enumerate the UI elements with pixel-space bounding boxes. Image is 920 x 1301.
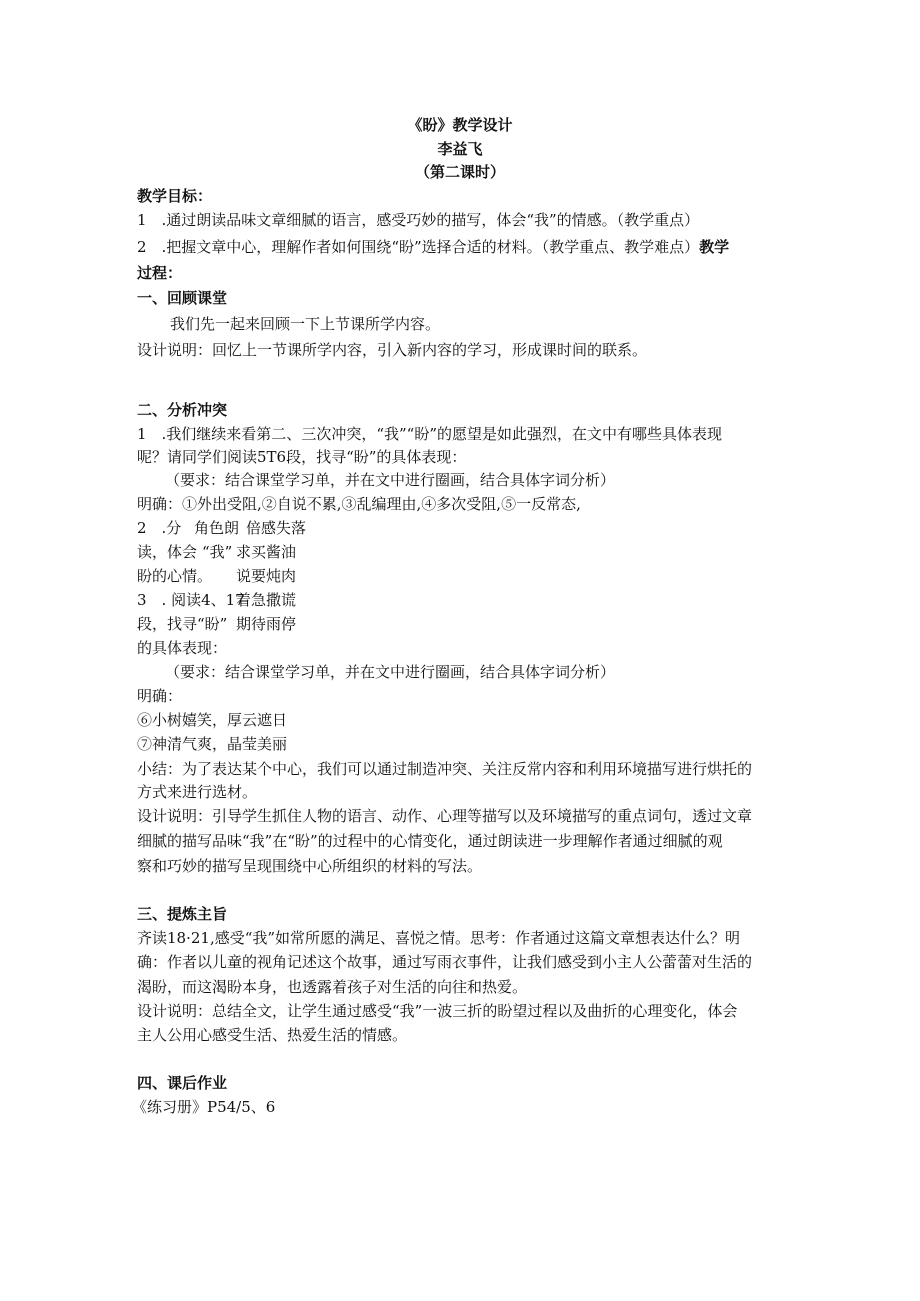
conflict-question-3-a3: 的具体表现： (137, 639, 228, 657)
conflict-question-1-line-2: 呢？请同学们阅读5T6段，找寻“盼”的具体表现： (137, 448, 467, 466)
objective-item-2: 2 .把握文章中心，理解作者如何围绕“盼”选择合适的材料。（教学重点、教学难点）教学 (137, 238, 730, 256)
conflict-requirement-2: （要求：结合课堂学习单，并在文中进行圈画，结合具体字词分析） (165, 663, 616, 681)
conflict-question-1-line-1: 1 .我们继续来看第二、三次冲突，“我”“盼”的愿望是如此强烈，在文中有哪些具体表现 (137, 425, 722, 443)
section-heading-conflict: 二、分析冲突 (137, 401, 228, 419)
conflict-question-3-a1: 3 . 阅读4、17 (137, 591, 245, 609)
conflict-question-3-c2: 期待雨停 (236, 615, 297, 633)
conflict-question-2-a3: 盼的心情。 (137, 567, 213, 585)
objective-item-1: 1 .通过朗读品味文章细腻的语言，感受巧妙的描写，体会“我”的情感。（教学重点） (137, 211, 700, 229)
conflict-question-3-a2: 段，找寻“盼” (137, 615, 228, 633)
process-label-part: 教学 (699, 238, 730, 256)
conflict-summary-line-2: 方式来进行选材。 (137, 783, 258, 801)
theme-note-line-1: 设计说明：总结全文，让学生通过感受“我”一波三折的盼望过程以及曲折的心理变化，体会 (137, 1002, 738, 1020)
section-review-text: 我们先一起来回顾一下上节课所学内容。 (170, 315, 441, 333)
conflict-answer-item-7: ⑦神清气爽，晶莹美丽 (137, 735, 288, 753)
conflict-summary-line-1: 小结：为了表达某个中心，我们可以通过制造冲突、关注反常内容和利用环境描写进行烘托的 (137, 760, 753, 778)
homework-text: 《练习册》P54/5、6 (132, 1098, 276, 1116)
section-heading-review: 一、回顾课堂 (137, 289, 228, 307)
conflict-question-2-c1: 倍感失落 (246, 519, 307, 537)
conflict-requirement-1: （要求：结合课堂学习单，并在文中进行圈画，结合具体字词分析） (165, 471, 616, 489)
conflict-question-2-b1: 角色朗 (194, 519, 240, 537)
section-heading-homework: 四、课后作业 (137, 1074, 228, 1092)
conflict-question-2-c2: 求买酱油 (236, 543, 297, 561)
conflict-question-2-c3: 说要炖肉 (236, 567, 297, 585)
theme-text-line-2: 确：作者以儿童的视角记述这个故事，通过写雨衣事件，让我们感受到小主人公蕾蕾对生活的 (137, 953, 753, 971)
conflict-answer-1: 明确：①外出受阻,②自说不累,③乱编理由,④多次受阻,⑤一反常态, (137, 495, 581, 513)
process-heading: 过程： (137, 264, 183, 282)
section-review-note: 设计说明：回忆上一节课所学内容，引入新内容的学习，形成课时间的联系。 (137, 341, 648, 359)
conflict-question-3-c1: 着急撒谎 (236, 591, 297, 609)
conflict-answer-2-label: 明确： (137, 687, 183, 705)
theme-text-line-1: 齐读18·21,感受“我”如常所愿的满足、喜悦之情。思考：作者通过这篇文章想表达什么？明 (137, 929, 741, 947)
conflict-question-2-a2: 读，体会 (137, 543, 198, 561)
conflict-note-line-3: 察和巧妙的描写呈现围绕中心所组织的材料的写法。 (137, 857, 483, 875)
conflict-note-line-2: 细腻的描写品味“我”在“盼”的过程中的心情变化，通过朗读进一步理解作者通过细腻的观 (137, 832, 723, 850)
document-title: 《盼》教学设计 (407, 116, 513, 134)
author-name: 李益飞 (437, 140, 483, 158)
section-heading-theme: 三、提炼主旨 (137, 905, 228, 923)
conflict-question-2-b2: “我” (202, 543, 233, 561)
theme-text-line-3: 渴盼，而这渴盼本身，也透露着孩子对生活的向往和热爱。 (137, 978, 528, 996)
conflict-question-2-a1: 2 .分 (137, 519, 182, 537)
lesson-label: （第二课时） (414, 163, 505, 181)
objectives-heading: 教学目标： (137, 187, 213, 205)
conflict-note-line-1: 设计说明：引导学生抓住人物的语言、动作、心理等描写以及环境描写的重点词句，透过文章 (137, 807, 753, 825)
conflict-answer-item-6: ⑥小树嬉笑，厚云遮日 (137, 711, 288, 729)
theme-note-line-2: 主人公用心感受生活、热爱生活的情感。 (137, 1026, 408, 1044)
